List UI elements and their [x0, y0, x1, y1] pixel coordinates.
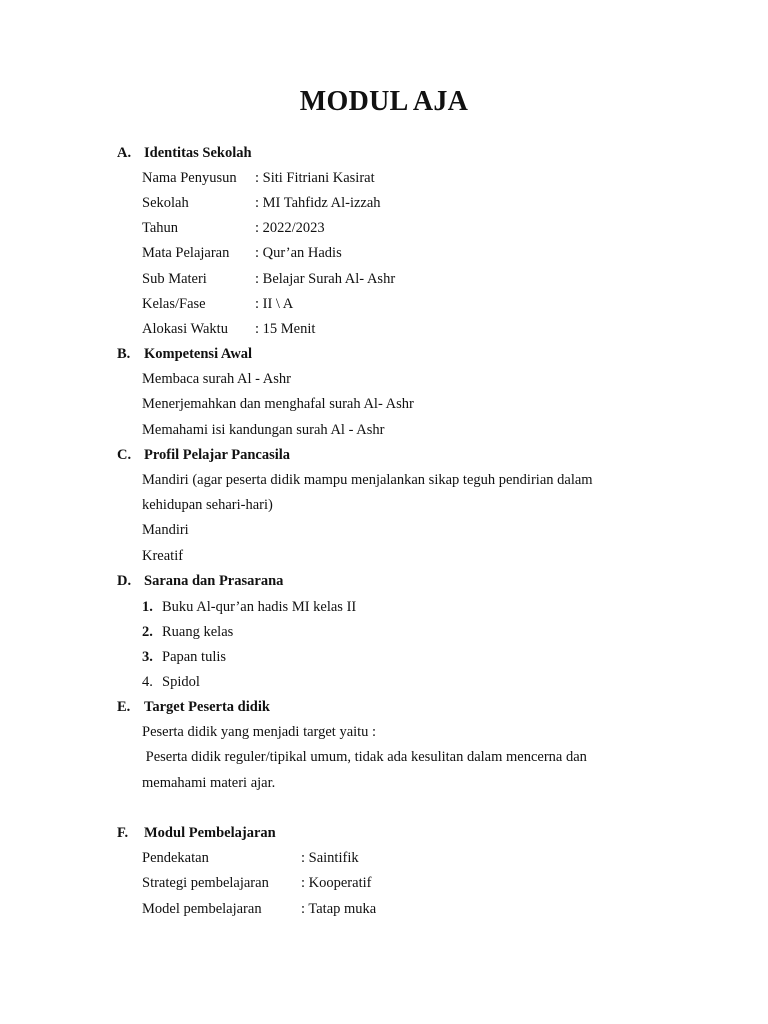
field-value: : 15 Menit: [255, 321, 316, 337]
field-label: Mata Pelajaran: [142, 245, 230, 261]
body-line: Peserta didik yang menjadi target yaitu :: [142, 724, 377, 740]
section-f-letter: F.: [117, 825, 129, 841]
body-line: Kreatif: [142, 548, 184, 564]
field-value: : Qur’an Hadis: [255, 245, 342, 261]
section-d-letter: D.: [117, 573, 132, 589]
body-line: Peserta didik reguler/tipikal umum, tidak ada kesulitan dalam mencerna dan: [142, 749, 587, 765]
section-c-heading: Profil Pelajar Pancasila: [144, 447, 291, 463]
field-label: Kelas/Fase: [142, 296, 206, 312]
body-line: Mandiri (agar peserta didik mampu menjalankan sikap teguh pendirian dalam: [142, 472, 593, 488]
section-f-heading: Modul Pembelajaran: [144, 825, 276, 841]
list-number: 4.: [142, 674, 153, 690]
field-value: : Saintifik: [301, 850, 359, 866]
field-label: Sub Materi: [142, 271, 207, 287]
body-line: Mandiri: [142, 522, 189, 538]
field-value: : Siti Fitriani Kasirat: [255, 170, 375, 186]
field-value: : Tatap muka: [301, 901, 377, 917]
list-number: 2.: [142, 624, 153, 640]
list-number: 1.: [142, 599, 153, 615]
field-label: Sekolah: [142, 195, 189, 211]
page-title: MODUL AJA: [299, 86, 469, 117]
field-value: : 2022/2023: [255, 220, 325, 236]
body-line: Membaca surah Al - Ashr: [142, 371, 291, 387]
section-a-heading: Identitas Sekolah: [144, 145, 252, 161]
section-e-heading: Target Peserta didik: [144, 699, 270, 715]
field-value: : II \ A: [255, 296, 294, 312]
list-item: Ruang kelas: [162, 624, 234, 640]
field-label: Alokasi Waktu: [142, 321, 228, 337]
section-b-heading: Kompetensi Awal: [144, 346, 253, 362]
body-line: memahami materi ajar.: [142, 775, 276, 791]
body-line: Memahami isi kandungan surah Al - Ashr: [142, 422, 385, 438]
field-value: : MI Tahfidz Al-izzah: [255, 195, 381, 211]
field-label: Strategi pembelajaran: [142, 875, 269, 891]
section-e-letter: E.: [117, 699, 131, 715]
field-value: : Kooperatif: [301, 875, 372, 891]
body-line: Menerjemahkan dan menghafal surah Al- Ashr: [142, 396, 414, 412]
list-number: 3.: [142, 649, 153, 665]
list-item: Papan tulis: [162, 649, 227, 665]
body-line: kehidupan sehari-hari): [142, 497, 273, 513]
section-a-letter: A.: [117, 145, 132, 161]
list-item: Buku Al-qur’an hadis MI kelas II: [162, 599, 357, 615]
field-value: : Belajar Surah Al- Ashr: [255, 271, 396, 287]
section-d-heading: Sarana dan Prasarana: [144, 573, 284, 589]
field-label: Model pembelajaran: [142, 901, 262, 917]
field-label: Pendekatan: [142, 850, 209, 866]
field-label: Nama Penyusun: [142, 170, 237, 186]
section-c-letter: C.: [117, 447, 132, 463]
section-b-letter: B.: [117, 346, 131, 362]
field-label: Tahun: [142, 220, 179, 236]
list-item: Spidol: [162, 674, 200, 690]
